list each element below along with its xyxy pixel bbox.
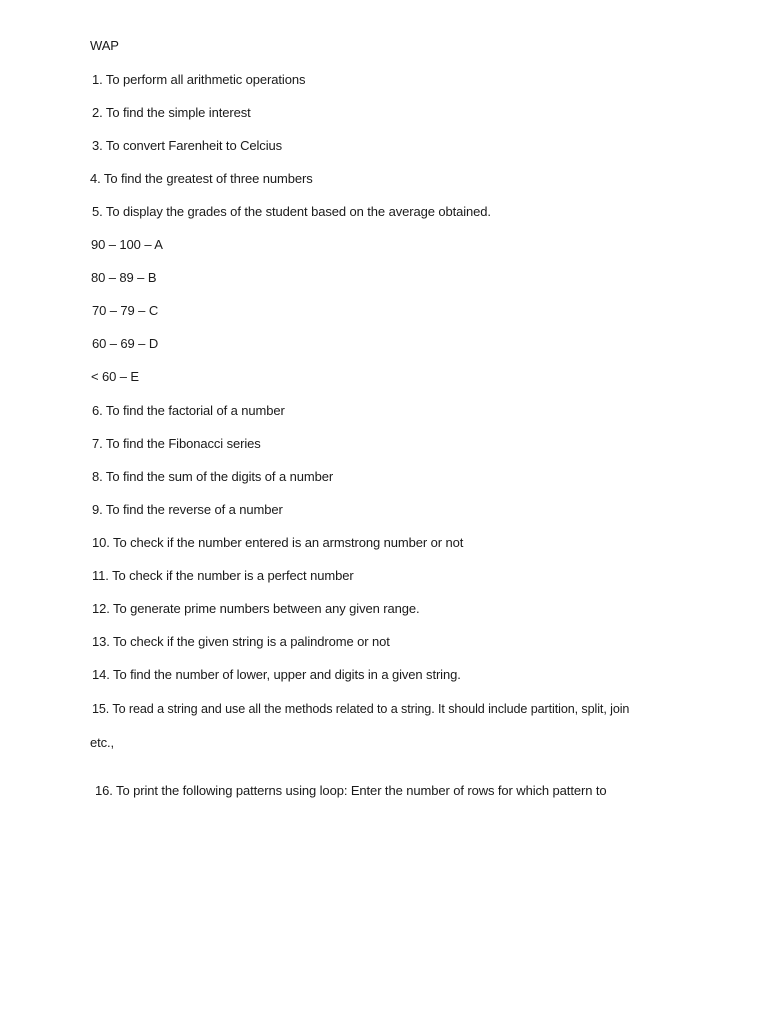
list-item: 9. To find the reverse of a number xyxy=(92,502,283,517)
list-item: 13. To check if the given string is a palindrome or not xyxy=(92,634,390,649)
grade-range-line: 60 – 69 – D xyxy=(92,336,159,351)
list-item: 10. To check if the number entered is an armstrong number or not xyxy=(92,535,464,550)
list-item: 4. To find the greatest of three numbers xyxy=(90,171,313,186)
grade-range-line: 70 – 79 – C xyxy=(92,303,159,318)
list-item: 1. To perform all arithmetic operations xyxy=(92,72,306,87)
grade-range-line: 90 – 100 – A xyxy=(91,237,163,252)
list-item: 3. To convert Farenheit to Celcius xyxy=(92,138,283,153)
list-item: 6. To find the factorial of a number xyxy=(92,403,285,418)
list-item: 7. To find the Fibonacci series xyxy=(92,436,261,451)
list-item: 14. To find the number of lower, upper and digits in a given string. xyxy=(92,667,461,682)
list-item: 8. To find the sum of the digits of a number xyxy=(92,469,334,484)
document-heading: WAP xyxy=(90,38,119,53)
list-item: 11. To check if the number is a perfect number xyxy=(92,568,354,583)
list-item: 5. To display the grades of the student based on the average obtained. xyxy=(92,204,491,219)
list-item-continuation: etc., xyxy=(90,735,115,750)
list-item: 12. To generate prime numbers between any given range. xyxy=(92,601,420,616)
grade-range-line: < 60 – E xyxy=(91,369,139,384)
grade-range-line: 80 – 89 – B xyxy=(91,270,157,285)
list-item: 15. To read a string and use all the methods related to a string. It should include partition, split, join xyxy=(92,702,630,716)
list-item: 16. To print the following patterns using loop: Enter the number of rows for which pattern to xyxy=(95,783,607,798)
list-item: 2. To find the simple interest xyxy=(92,105,251,120)
